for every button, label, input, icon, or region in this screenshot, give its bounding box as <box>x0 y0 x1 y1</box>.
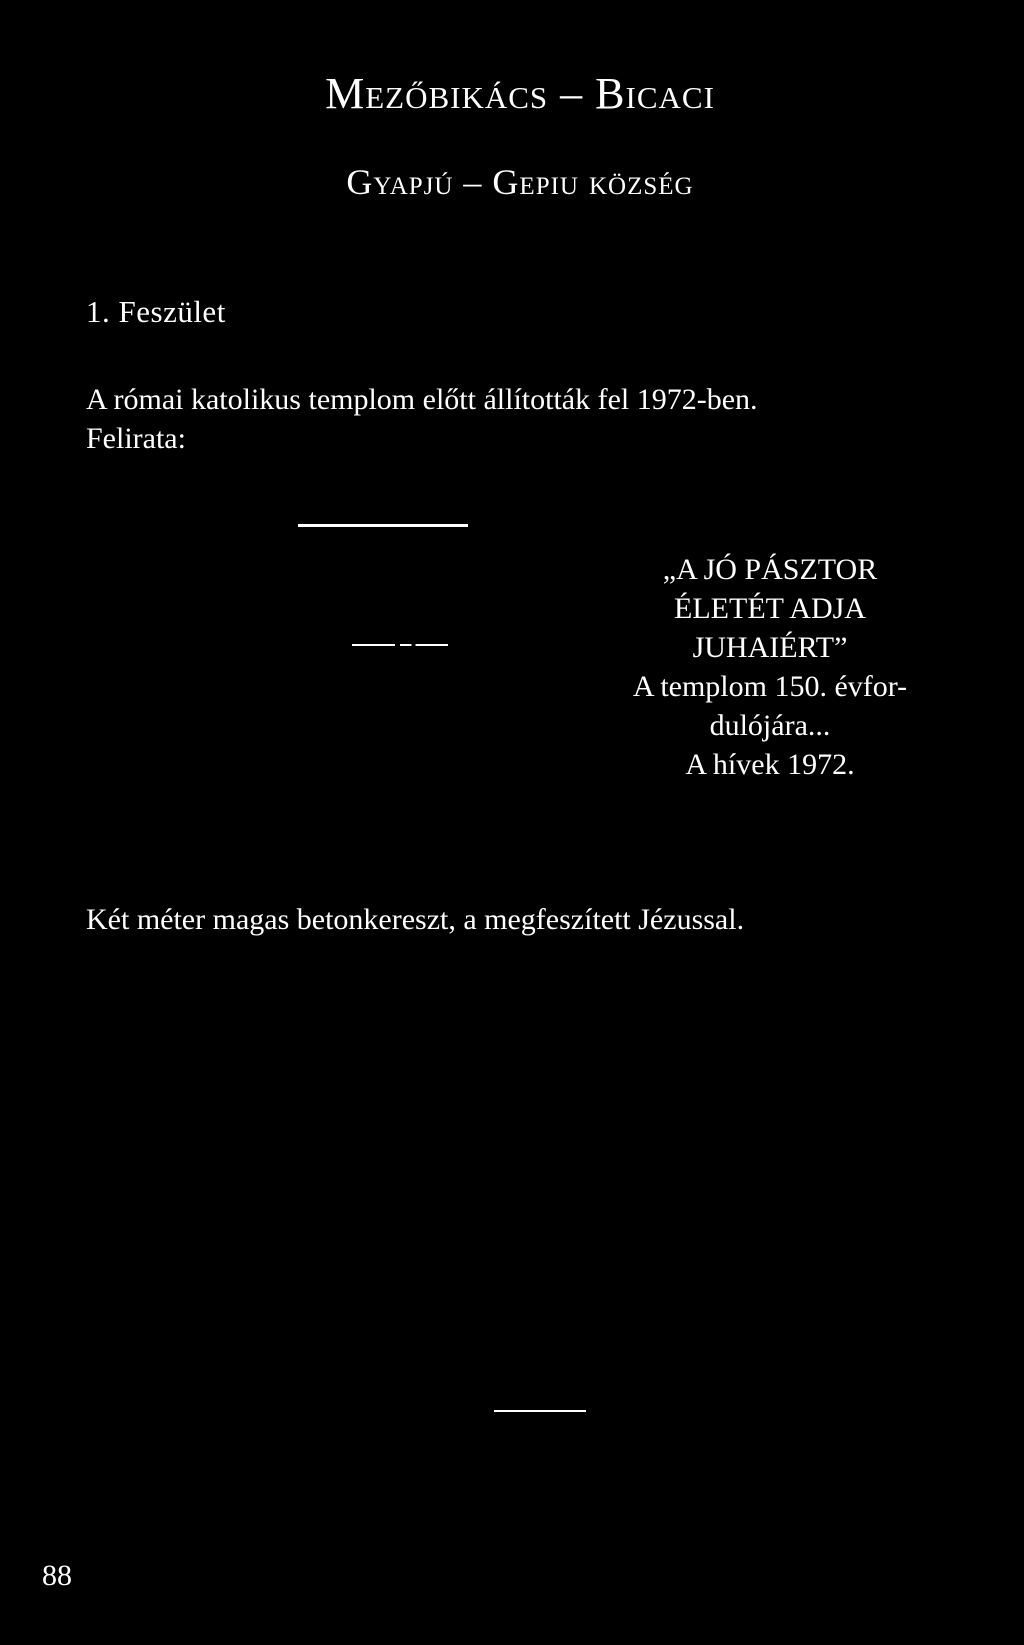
inscription-line: JUHAIÉRT” <box>692 631 848 664</box>
divider-rule-bottom <box>494 1410 586 1412</box>
intro-paragraph <box>86 380 986 458</box>
inscription-line: ÉLETÉT ADJA <box>674 592 866 625</box>
section-heading: 1. Feszület <box>86 294 226 329</box>
divider-rule-middle <box>352 644 448 646</box>
intro-line-1: A római katolikus templom előtt állították fel 1972-ben. <box>86 383 758 416</box>
page-title: Mezőbikács – Bicaci <box>325 69 715 118</box>
page-number: 88 <box>42 1559 72 1592</box>
closing-paragraph: Két méter magas betonkereszt, a megfeszített Jézussal. <box>86 903 745 936</box>
intro-line-2: Felirata: <box>86 422 186 455</box>
inscription-block <box>590 550 950 784</box>
page-subtitle: Gyapjú – Gepiu község <box>346 162 694 202</box>
inscription-line: A templom 150. évfor- <box>632 670 908 703</box>
inscription-line: A hívek 1972. <box>685 748 855 781</box>
inscription-line: „A JÓ PÁSZTOR <box>662 553 878 586</box>
divider-rule-top <box>298 524 468 527</box>
inscription-line: dulójára... <box>709 709 831 742</box>
